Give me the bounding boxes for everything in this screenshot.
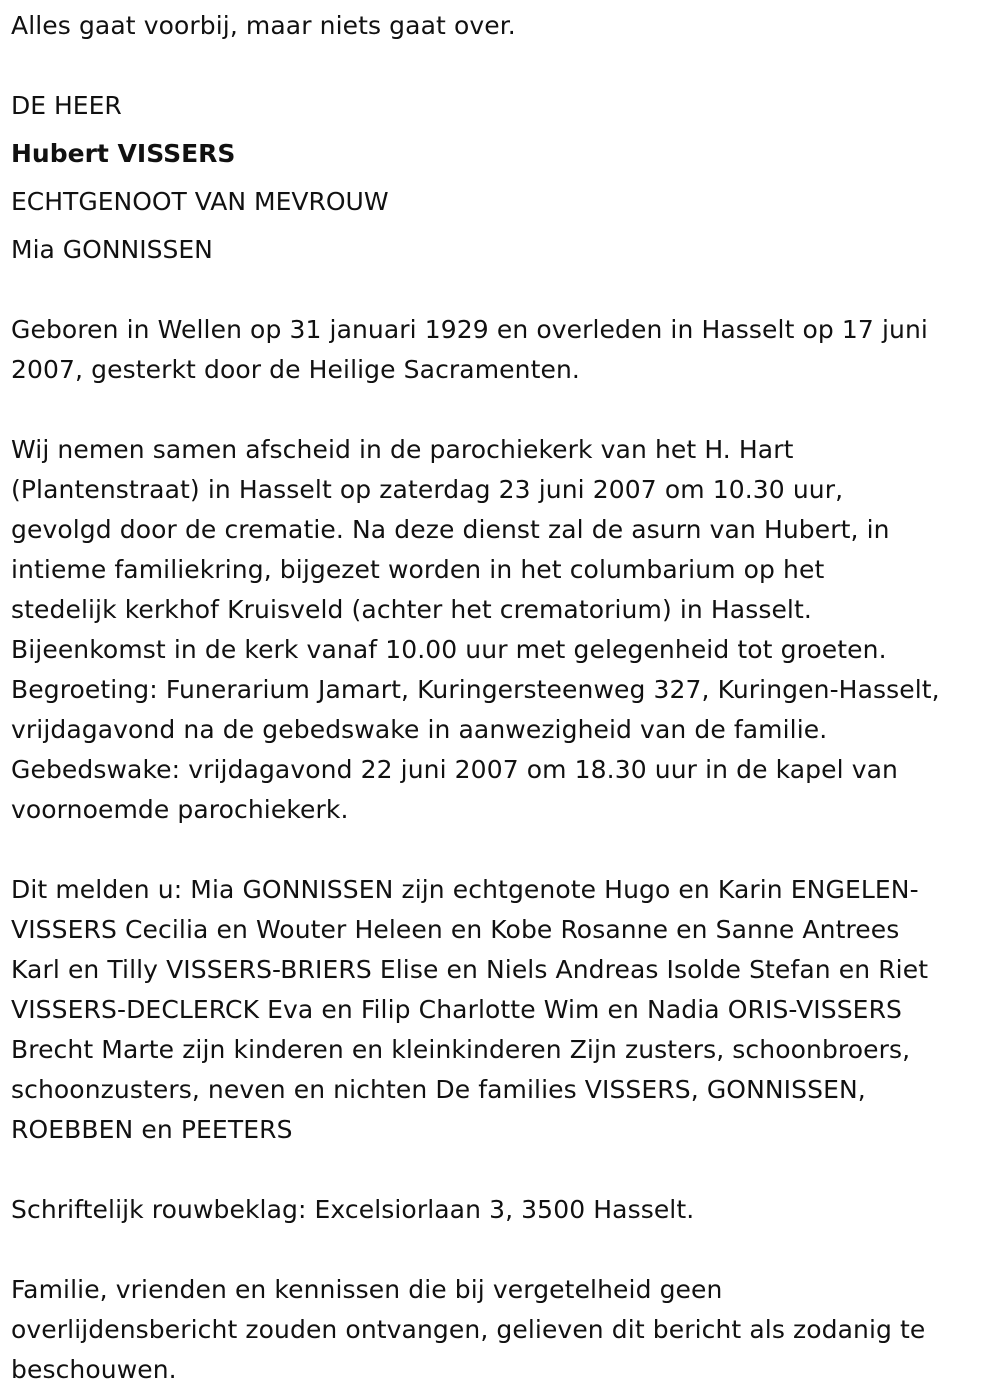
paragraph-line: VISSERS Cecilia en Wouter Heleen en Kobe Rosanne en Sanne Antrees [11,915,900,944]
paragraph-line: Wij nemen samen afscheid in de parochiekerk van het H. Hart [11,435,794,464]
paragraph-line: Karl en Tilly VISSERS-BRIERS Elise en Niels Andreas Isolde Stefan en Riet [11,955,929,984]
motto: Alles gaat voorbij, maar niets gaat over. [11,11,516,40]
paragraph-line: Bijeenkomst in de kerk vanaf 10.00 uur met gelegenheid tot groeten. [11,635,887,664]
condolences-paragraph [11,1190,993,1230]
ceremony-paragraph [11,430,993,830]
paragraph-line: Brecht Marte zijn kinderen en kleinkinderen Zijn zusters, schoonbroers, [11,1035,911,1064]
notice-paragraph [11,1270,993,1390]
paragraph-line: 2007, gesterkt door de Heilige Sacramenten. [11,355,580,384]
deceased-name: Hubert VISSERS [11,139,236,168]
paragraph-line: gevolgd door de crematie. Na deze dienst zal de asurn van Hubert, in [11,515,890,544]
spouse-title: ECHTGENOOT VAN MEVROUW [11,187,389,216]
paragraph-line: Gebedswake: vrijdagavond 22 juni 2007 om 18.30 uur in de kapel van [11,755,898,784]
paragraph-line: Familie, vrienden en kennissen die bij vergetelheid geen [11,1275,723,1304]
paragraph-line: ROEBBEN en PEETERS [11,1115,293,1144]
paragraph-line: Begroeting: Funerarium Jamart, Kuringersteenweg 327, Kuringen-Hasselt, [11,675,940,704]
spouse-name: Mia GONNISSEN [11,235,213,264]
announcers-paragraph [11,870,993,1150]
paragraph-line: Dit melden u: Mia GONNISSEN zijn echtgenote Hugo en Karin ENGELEN- [11,875,919,904]
paragraph-line: schoonzusters, neven en nichten De families VISSERS, GONNISSEN, [11,1075,866,1104]
title-line: DE HEER [11,91,122,120]
paragraph-line: voornoemde parochiekerk. [11,795,349,824]
paragraph-line: Geboren in Wellen op 31 januari 1929 en overleden in Hasselt op 17 juni [11,315,928,344]
paragraph-line: beschouwen. [11,1355,177,1384]
paragraph-line: overlijdensbericht zouden ontvangen, gelieven dit bericht als zodanig te [11,1315,926,1344]
paragraph-line: vrijdagavond na de gebedswake in aanwezigheid van de familie. [11,715,828,744]
birth-death-paragraph [11,310,993,390]
paragraph-line: VISSERS-DECLERCK Eva en Filip Charlotte Wim en Nadia ORIS-VISSERS [11,995,903,1024]
paragraph-line: stedelijk kerkhof Kruisveld (achter het crematorium) in Hasselt. [11,595,812,624]
paragraph-line: (Plantenstraat) in Hasselt op zaterdag 23 juni 2007 om 10.30 uur, [11,475,844,504]
paragraph-line: intieme familiekring, bijgezet worden in het columbarium op het [11,555,825,584]
paragraph-line: Schriftelijk rouwbeklag: Excelsiorlaan 3, 3500 Hasselt. [11,1195,695,1224]
